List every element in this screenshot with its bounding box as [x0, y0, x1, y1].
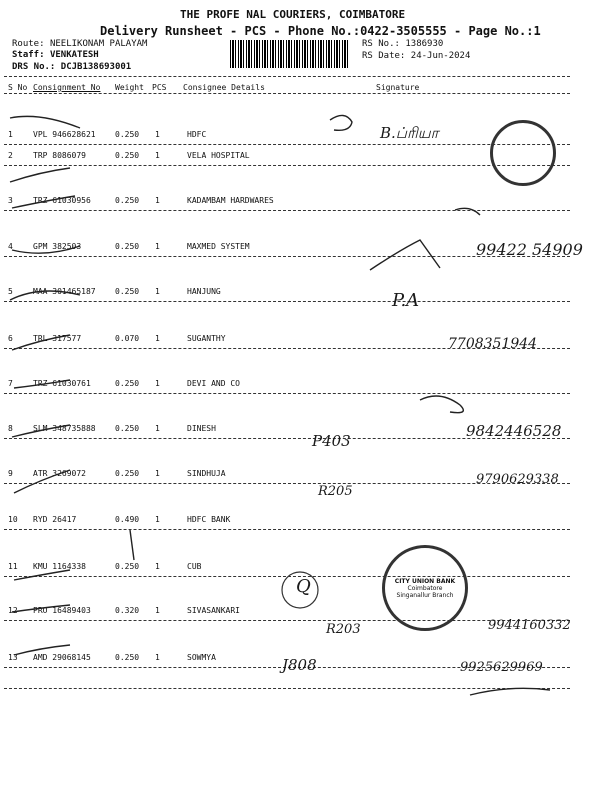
strike-mark-11	[14, 570, 70, 580]
row-sno: 3	[8, 196, 13, 205]
strike-mark-4	[12, 246, 80, 253]
row-pcs: 1	[155, 653, 160, 662]
strike-mark-12	[12, 605, 70, 612]
signature-6: 7708351944	[448, 336, 538, 352]
strike-mark-9	[14, 470, 70, 493]
row-weight: 0.250	[115, 424, 140, 433]
signature-11-mark: Q	[296, 576, 311, 597]
signature-1: B.ப்ரியா	[380, 124, 439, 142]
row-consignee: SINDHUJA	[187, 469, 226, 478]
row-consignment: SLM 348735888	[33, 424, 96, 433]
row-pcs: 1	[155, 379, 160, 388]
row-sno: 8	[8, 424, 13, 433]
row-consignee: SIVASANKARI	[187, 606, 240, 615]
row-pcs: 1	[155, 196, 160, 205]
row-consignee: VELA HOSPITAL	[187, 151, 250, 160]
sig-stroke-7	[420, 396, 463, 413]
row-consignment: RYD 26417	[33, 515, 77, 524]
bank-stamp-branch: Singanallur Branch	[396, 591, 454, 599]
round-stamp-1	[490, 120, 556, 186]
col-weight: Weight	[115, 83, 144, 92]
row-weight: 0.250	[115, 379, 140, 388]
row-consignment: GPM 382503	[33, 242, 82, 251]
strike-mark-2	[10, 168, 70, 182]
signature-9-code: R205	[318, 484, 353, 499]
row-sno: 4	[8, 242, 13, 251]
row-sno: 1	[8, 130, 13, 139]
row-weight: 0.250	[115, 469, 140, 478]
row-sno: 7	[8, 379, 13, 388]
col-pcs: PCS	[152, 83, 167, 92]
row-consignee: SUGANTHY	[187, 334, 226, 343]
row-consignment: AMD 29068145	[33, 653, 91, 662]
row-sno: 13	[8, 653, 18, 662]
row-weight: 0.490	[115, 515, 140, 524]
rs-no-label: RS No.:	[362, 39, 400, 49]
row-consignee: DEVI AND CO	[187, 379, 240, 388]
row-sno: 6	[8, 334, 13, 343]
strike-mark-13	[14, 645, 70, 655]
row-weight: 0.250	[115, 287, 140, 296]
route-label: Route:	[12, 39, 45, 49]
tick-mark-10	[130, 530, 134, 560]
bank-stamp	[382, 545, 468, 631]
staff-value: VENKATESH	[49, 50, 99, 60]
signature-12-number: 9944160332	[488, 618, 571, 633]
strike-mark-7	[14, 380, 70, 388]
signature-12-code: R203	[326, 622, 361, 637]
row-pcs: 1	[155, 287, 160, 296]
bank-stamp-city: Coimbatore	[407, 584, 443, 592]
sig-stroke-1a	[330, 115, 352, 130]
row-consignee: KADAMBAM HARDWARES	[187, 196, 274, 205]
row-consignee: HDFC BANK	[187, 515, 231, 524]
row-consignment: PRO 16489403	[33, 606, 91, 615]
signature-13-code: J808	[282, 656, 317, 674]
col-signature: Signature	[376, 83, 420, 92]
drs-label: DRS No.:	[12, 62, 56, 72]
col-consignment: Consignment No	[33, 83, 101, 92]
col-consignee: Consignee Details	[183, 83, 265, 92]
row-consignment: TRZ 61030761	[33, 379, 91, 388]
row-sno: 5	[8, 287, 13, 296]
row-sno: 11	[8, 562, 18, 571]
row-weight: 0.320	[115, 606, 140, 615]
row-pcs: 1	[155, 606, 160, 615]
row-sno: 10	[8, 515, 18, 524]
strike-mark-8	[12, 425, 70, 437]
bank-stamp-name: CITY UNION BANK	[394, 577, 456, 585]
row-weight: 0.250	[115, 562, 140, 571]
row-pcs: 1	[155, 424, 160, 433]
row-consignment: TRL 317577	[33, 334, 82, 343]
strike-mark-5	[10, 291, 80, 300]
row-consignment: TRP 8086079	[33, 151, 86, 160]
signature-8-number: 9842446528	[466, 422, 562, 440]
row-consignment: ATR 3269072	[33, 469, 86, 478]
rs-date-value: 24-Jun-2024	[410, 51, 471, 61]
row-pcs: 1	[155, 242, 160, 251]
route-value: NEELIKONAM PALAYAM	[49, 39, 148, 49]
drs-value: DCJB138693001	[60, 62, 132, 72]
row-pcs: 1	[155, 130, 160, 139]
rs-no-value: 1386930	[405, 39, 444, 49]
strike-mark-6	[12, 335, 70, 350]
row-weight: 0.250	[115, 653, 140, 662]
row-weight: 0.070	[115, 334, 140, 343]
row-consignee: HANJUNG	[187, 287, 221, 296]
row-consignee: HDFC	[187, 130, 207, 139]
signature-5: P.A	[392, 290, 420, 311]
row-consignee: SOWMYA	[187, 653, 216, 662]
row-consignment: KMU 1164338	[33, 562, 86, 571]
row-sno: 12	[8, 606, 18, 615]
row-weight: 0.250	[115, 196, 140, 205]
signature-4: 99422 54909	[476, 240, 583, 259]
row-weight: 0.250	[115, 151, 140, 160]
row-weight: 0.250	[115, 130, 140, 139]
row-pcs: 1	[155, 562, 160, 571]
row-consignment: MAA 301465187	[33, 287, 96, 296]
row-sno: 2	[8, 151, 13, 160]
company-title: THE PROFE NAL COURIERS, COIMBATORE	[180, 8, 406, 21]
strike-mark-1	[10, 116, 80, 128]
rs-date-label: RS Date:	[362, 51, 406, 61]
runsheet-subtitle: Delivery Runsheet - PCS - Phone No.:0422-3505555 - Page No.:1	[100, 24, 541, 38]
row-consignee: MAXMED SYSTEM	[187, 242, 250, 251]
row-consignment: TRZ 61030956	[33, 196, 91, 205]
row-pcs: 1	[155, 515, 160, 524]
signature-13-number: 9925629969	[460, 660, 543, 675]
row-consignment: VPL 946628621	[33, 130, 96, 139]
row-pcs: 1	[155, 334, 160, 343]
signature-9-number: 9790629338	[476, 472, 559, 487]
col-sno: S No	[8, 83, 28, 92]
row-pcs: 1	[155, 469, 160, 478]
row-weight: 0.250	[115, 242, 140, 251]
signature-8-code: P403	[312, 432, 351, 450]
row-consignee: CUB	[187, 562, 202, 571]
row-sno: 9	[8, 469, 13, 478]
staff-label: Staff:	[12, 50, 45, 60]
row-pcs: 1	[155, 151, 160, 160]
strike-mark-3	[12, 196, 75, 208]
sig-stroke-3	[455, 208, 480, 215]
sig-stroke-13b	[470, 688, 550, 695]
sig-stroke-4	[370, 240, 440, 270]
row-consignee: DINESH	[187, 424, 216, 433]
